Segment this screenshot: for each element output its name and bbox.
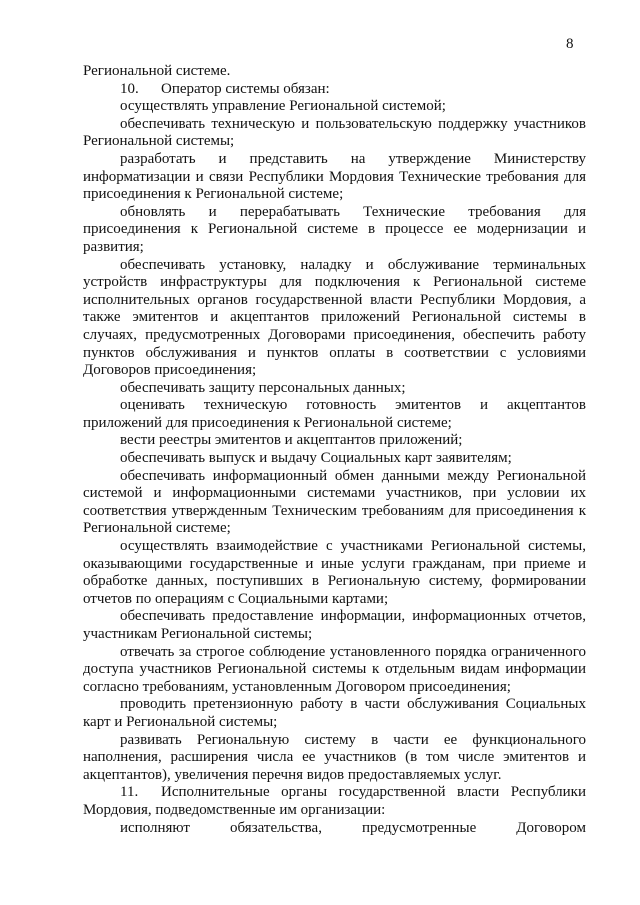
clause-number: 10. [120, 80, 139, 97]
obligation-item: обеспечивать предоставление информации, информационных отчетов, участникам Региональной системы; [83, 608, 586, 642]
document-body [83, 63, 586, 837]
obligation-item: обновлять и перерабатывать Технические требования для присоединения к Региональной системе в процессе ее модернизации и развития; [83, 203, 586, 255]
numbered-clause [83, 81, 586, 99]
page-number: 8 [566, 36, 574, 52]
obligation-item: разработать и представить на утверждение Министерству информатизации и связи Республики Мордовия Технические требования для присоединения к Региональной системе; [83, 150, 586, 203]
clause-text: Исполнительные органы государственной власти Республики Мордовия, подведомственные им организации: [83, 784, 586, 818]
obligation-item: обеспечивать техническую и пользовательскую поддержку участников Региональной системы; [83, 115, 586, 150]
obligation-item: обеспечивать выпуск и выдачу Социальных карт заявителям; [120, 450, 512, 467]
obligation-item: проводить претензионную работу в части обслуживания Социальных карт и Региональной системы; [83, 696, 586, 730]
obligation-item: развивать Региональную систему в части ее функционального наполнения, расширения числа ее участников (в том числе эмитентов и акцептантов), увеличения перечня видов предоставляемых услуг. [83, 731, 586, 783]
obligation-item: исполняют обязательства, предусмотренные Договором [120, 819, 586, 836]
obligation-item: осуществлять взаимодействие с участниками Региональной системы, оказывающими государственные и иные услуги гражданам, при приеме и обработке данных, поступивших в Региональную систему, формировании отчетов по операциям с Социальными картами; [83, 538, 586, 607]
continuation-text: Региональной системе. [83, 63, 231, 79]
numbered-clause [83, 784, 586, 819]
obligation-item: обеспечивать установку, наладку и обслуживание терминальных устройств инфраструктуры для подключения к Региональной системе исполнительных органов государственной власти Республики Мордовия, а также эмитентов и акцептантов приложений Региональной системы в случаях, предусмотренных Договорами присоединения, обеспечить работу пунктов обслуживания и пунктов оплаты в соответствии с условиями Договоров присоединения; [83, 256, 586, 379]
clause-text: Оператор системы обязан: [161, 80, 330, 97]
obligation-item: обеспечивать защиту персональных данных; [120, 379, 406, 396]
clause-number: 11. [120, 784, 139, 801]
obligation-item: оценивать техническую готовность эмитентов и акцептантов приложений для присоединения к Региональной системе; [83, 397, 586, 431]
obligation-item: обеспечивать информационный обмен данными между Региональной системой и информационными системами участников, при условии их соответствия утвержденным Техническим требованиям для присоединения к Региональной системе; [83, 467, 586, 537]
obligation-item: осуществлять управление Региональной системой; [120, 98, 446, 115]
obligation-item: вести реестры эмитентов и акцептантов приложений; [120, 432, 463, 449]
obligation-item: отвечать за строгое соблюдение установленного порядка ограниченного доступа участников Региональной системы к отдельным видам информации согласно требованиям, установленным Договором присоединения; [83, 643, 586, 695]
